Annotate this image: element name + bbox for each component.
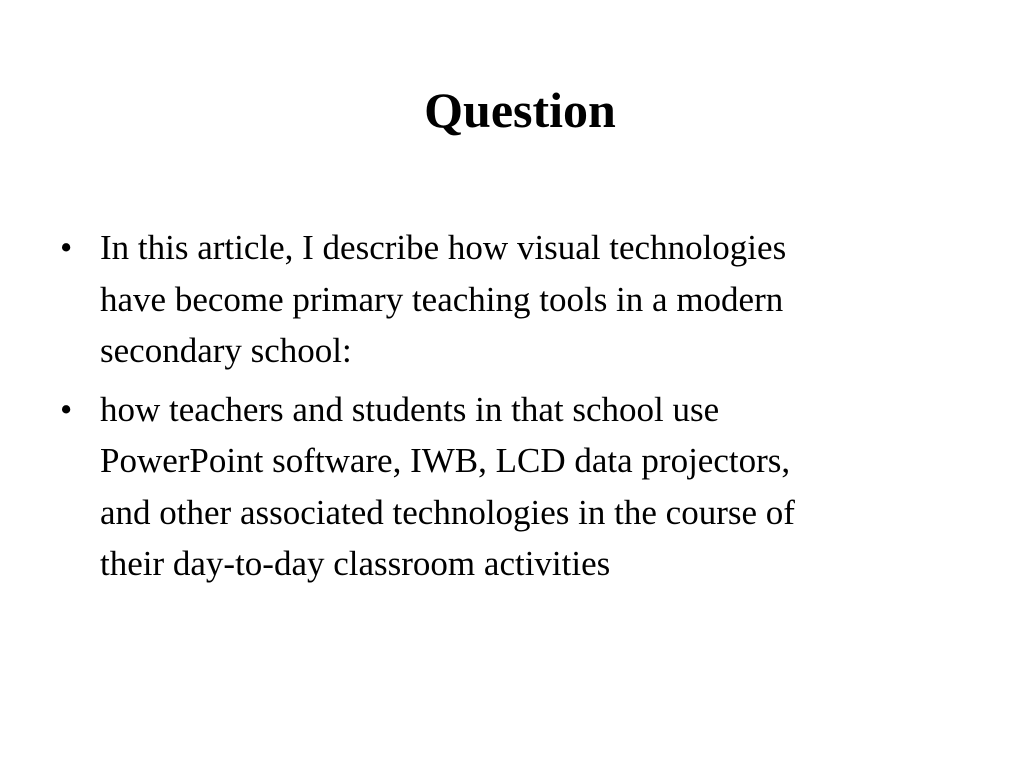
- bullet-list: [60, 222, 970, 597]
- bullet-text-line: PowerPoint software, IWB, LCD data projectors,: [100, 441, 791, 480]
- bullet-text-line: secondary school:: [100, 331, 352, 370]
- bullet-text-line: have become primary teaching tools in a modern: [100, 279, 784, 319]
- bullet-text-line: In this article, I describe how visual technologies: [100, 228, 787, 267]
- bullet-item: [60, 384, 970, 590]
- slide-title: Question: [424, 82, 616, 138]
- bullet-item: [60, 222, 970, 377]
- bullet-text-line: how teachers and students in that school use: [100, 389, 720, 429]
- bullet-marker-icon: •: [60, 228, 73, 267]
- bullet-text-line: their day-to-day classroom activities: [100, 544, 611, 583]
- bullet-marker-icon: •: [60, 389, 73, 429]
- bullet-text-line: and other associated technologies in the course of: [100, 492, 795, 532]
